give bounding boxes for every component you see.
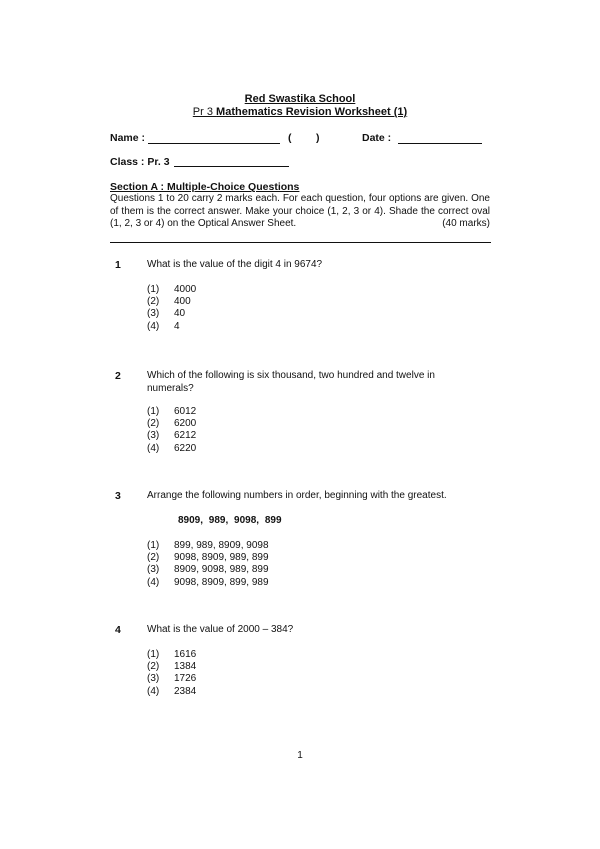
option-label: (3) [147,673,160,685]
option-label: (4) [147,685,160,697]
school-name: Red Swastika School [244,93,356,105]
question-number: 4 [115,624,121,636]
option-value: 6212 [174,430,197,442]
option-value: 1384 [174,661,197,673]
section-instructions [110,193,490,231]
name-label: Name : [110,132,146,144]
option-value: 6220 [174,442,197,454]
option-label: (1) [147,540,160,551]
option-label: (4) [147,442,160,454]
question-number: 3 [115,490,121,502]
section-marks: (40 marks) [442,218,490,229]
question-text: Arrange the following numbers in order, beginning with the greatest. [147,490,447,501]
question-number: 1 [115,259,121,271]
option [147,284,196,296]
option [147,443,196,455]
option-value: 9098, 8909, 989, 899 [174,552,269,564]
register-paren-close: ) [316,132,320,144]
title-label: Mathematics Revision Worksheet (1) [216,106,408,118]
date-label: Date : [362,132,392,144]
option-label: (2) [147,661,160,673]
option-value: 40 [174,308,186,320]
option-value: 1616 [174,649,197,660]
register-paren-open: ( [288,132,292,144]
option [147,308,196,320]
given-numbers: 8909, 989, 9098, 899 [178,515,282,526]
option-value: 6200 [174,418,197,430]
option-value: 1726 [174,673,197,685]
option-value: 8909, 9098, 989, 899 [174,564,269,576]
option-label: (2) [147,418,160,430]
option [147,430,196,442]
option [147,321,196,333]
option-label: (2) [147,552,160,564]
option-value: 899, 989, 8909, 9098 [174,540,269,551]
option-label: (3) [147,308,160,320]
question-text: Which of the following is six thousand, two hundred and twelve in numerals? [147,370,435,394]
option-label: (2) [147,296,160,308]
option [147,552,269,564]
option-value: 400 [174,296,191,308]
date-blank[interactable] [398,143,482,144]
question-text: What is the value of 2000 – 384? [147,624,294,635]
instructions-text: Questions 1 to 20 carry 2 marks each. For each question, four options are given. One of them is the correct answer. Make your choice (1, 2, 3 or 4). Shade the correct oval (1, 2, 3 or 4) on the Optical Answer Sheet. [110,193,490,229]
option-label: (1) [147,406,160,417]
options-list [147,406,196,455]
options-list [147,649,196,698]
option-value: 4000 [174,284,197,295]
option-value: 4 [174,320,180,332]
option [147,649,196,661]
option [147,418,196,430]
option-label: (1) [147,284,160,295]
option-label: (1) [147,649,160,660]
options-list [147,284,196,333]
option [147,673,196,685]
worksheet-title [0,106,600,118]
class-blank[interactable] [174,166,289,167]
option-value: 6012 [174,406,197,417]
option [147,296,196,308]
option-value: 9098, 8909, 899, 989 [174,576,269,588]
name-blank[interactable] [148,143,280,144]
section-divider [110,242,491,243]
question-number: 2 [115,370,121,382]
question-text: What is the value of the digit 4 in 9674? [147,259,323,270]
option-label: (3) [147,430,160,442]
section-heading: Section A : Multiple-Choice Questions [110,181,300,193]
option [147,577,269,589]
level-label: Pr 3 [192,106,213,118]
class-label: Class : Pr. 3 [110,156,170,168]
option-value: 2384 [174,685,197,697]
option-label: (4) [147,320,160,332]
options-list [147,540,269,589]
option [147,564,269,576]
option [147,540,269,552]
option [147,406,196,418]
option [147,661,196,673]
option-label: (4) [147,576,160,588]
option-label: (3) [147,564,160,576]
option [147,686,196,698]
page-number: 1 [297,750,303,761]
